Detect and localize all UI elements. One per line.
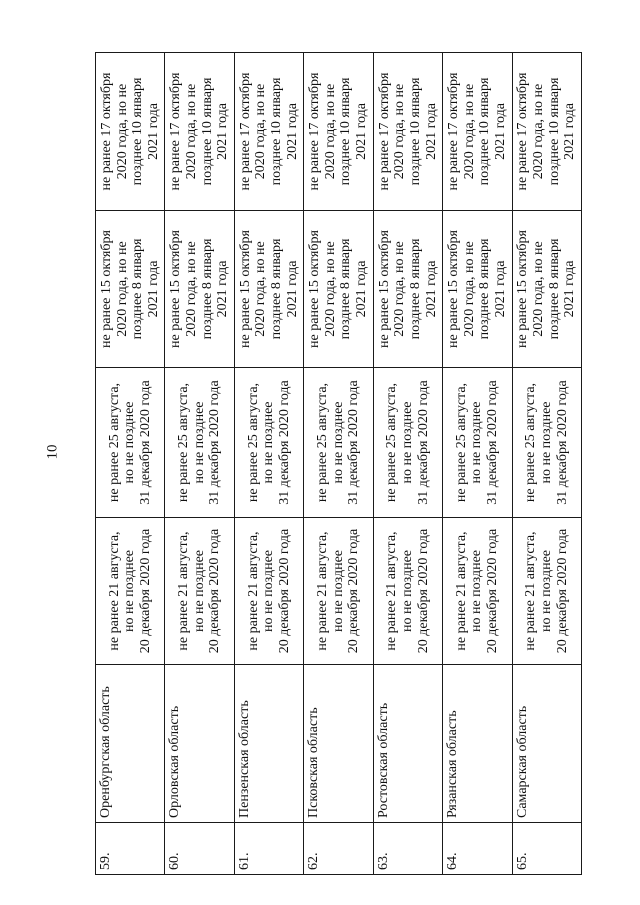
period-line: 2021 года bbox=[492, 260, 508, 318]
table-row bbox=[373, 53, 442, 875]
period-line: 2020 года, но не bbox=[322, 83, 338, 180]
table-row bbox=[96, 53, 165, 875]
period-line: позднее 8 января bbox=[199, 238, 215, 340]
period-line: позднее 8 января bbox=[338, 238, 354, 340]
period-line: не ранее 15 октября bbox=[376, 230, 392, 348]
period-cell-p2 bbox=[96, 368, 165, 518]
period-line: не ранее 15 октября bbox=[98, 230, 114, 348]
period-line: но не позднее bbox=[122, 550, 138, 633]
period-cell-p1 bbox=[373, 518, 442, 665]
period-line: 2020 года, но не bbox=[322, 241, 338, 337]
period-line: 2021 года bbox=[562, 103, 578, 160]
period-line: позднее 8 января bbox=[477, 238, 493, 340]
period-line: не ранее 17 октября bbox=[376, 72, 392, 191]
period-line: не ранее 17 октября bbox=[307, 72, 323, 191]
period-line: 2020 года, но не bbox=[114, 83, 130, 180]
period-line: не ранее 15 октября bbox=[515, 230, 531, 348]
period-line: позднее 10 января bbox=[269, 77, 285, 186]
period-cell-p4 bbox=[165, 53, 234, 211]
period-line: позднее 8 января bbox=[407, 238, 423, 340]
period-cell-p2 bbox=[373, 368, 442, 518]
period-line: 2020 года, но не bbox=[183, 83, 199, 180]
period-line: позднее 8 января bbox=[546, 238, 562, 340]
period-line: 2020 года, но не bbox=[461, 241, 477, 337]
period-line: 2020 года, но не bbox=[253, 83, 269, 180]
period-line: но не позднее bbox=[261, 550, 277, 633]
period-line: но не позднее bbox=[330, 550, 346, 633]
period-cell-p3 bbox=[443, 211, 512, 368]
period-line: 20 декабря 2020 года bbox=[554, 528, 570, 654]
row-number: 64. bbox=[443, 823, 512, 875]
period-line: не ранее 21 августа, bbox=[384, 531, 400, 651]
row-number: 62. bbox=[304, 823, 373, 875]
table-row bbox=[304, 53, 373, 875]
period-cell-p1 bbox=[443, 518, 512, 665]
period-cell-p4 bbox=[373, 53, 442, 211]
period-line: 31 декабря 2020 года bbox=[554, 380, 570, 505]
period-line: не ранее 21 августа, bbox=[314, 531, 330, 651]
period-line: 2020 года, но не bbox=[183, 241, 199, 337]
period-line: не ранее 21 августа, bbox=[245, 531, 261, 651]
period-line: 2020 года, но не bbox=[461, 83, 477, 180]
period-cell-p4 bbox=[234, 53, 303, 211]
period-line: не ранее 25 августа, bbox=[384, 382, 400, 503]
region-name: Оренбургская область bbox=[96, 665, 165, 823]
period-line: не ранее 15 октября bbox=[168, 230, 184, 348]
schedule-table-body bbox=[96, 53, 582, 875]
period-line: но не позднее bbox=[538, 550, 554, 633]
period-line: не ранее 15 октября bbox=[237, 230, 253, 348]
period-line: 2021 года bbox=[354, 260, 370, 318]
row-number: 61. bbox=[234, 823, 303, 875]
period-cell-p3 bbox=[304, 211, 373, 368]
period-line: не ранее 21 августа, bbox=[176, 531, 192, 651]
period-line: 31 декабря 2020 года bbox=[138, 380, 154, 505]
period-cell-p2 bbox=[234, 368, 303, 518]
row-number: 59. bbox=[96, 823, 165, 875]
period-cell-p2 bbox=[443, 368, 512, 518]
period-line: не ранее 25 августа, bbox=[523, 382, 539, 503]
period-line: позднее 10 января bbox=[546, 77, 562, 186]
period-line: не ранее 25 августа, bbox=[245, 382, 261, 503]
region-name: Псковская область bbox=[304, 665, 373, 823]
period-cell-p4 bbox=[96, 53, 165, 211]
period-line: позднее 10 января bbox=[407, 77, 423, 186]
period-line: не ранее 17 октября bbox=[168, 72, 184, 191]
period-line: позднее 10 января bbox=[477, 77, 493, 186]
period-line: но не позднее bbox=[400, 401, 416, 484]
period-line: 2021 года bbox=[423, 103, 439, 160]
period-cell-p1 bbox=[165, 518, 234, 665]
period-line: не ранее 17 октября bbox=[515, 72, 531, 191]
period-line: 20 декабря 2020 года bbox=[207, 528, 223, 654]
page-number: 10 bbox=[44, 444, 61, 460]
region-name: Ростовская область bbox=[373, 665, 442, 823]
period-line: но не позднее bbox=[122, 401, 138, 484]
period-line: позднее 8 января bbox=[269, 238, 285, 340]
row-number: 63. bbox=[373, 823, 442, 875]
period-line: не ранее 25 августа, bbox=[314, 382, 330, 503]
period-line: 2021 года bbox=[145, 103, 161, 160]
period-line: 2021 года bbox=[284, 103, 300, 160]
period-line: но не позднее bbox=[469, 401, 485, 484]
period-line: не ранее 15 октября bbox=[307, 230, 323, 348]
period-cell-p1 bbox=[304, 518, 373, 665]
period-line: 2020 года, но не bbox=[392, 83, 408, 180]
period-line: не ранее 21 августа, bbox=[453, 531, 469, 651]
period-line: 20 декабря 2020 года bbox=[276, 528, 292, 654]
period-line: позднее 8 января bbox=[130, 238, 146, 340]
period-cell-p3 bbox=[512, 211, 581, 368]
period-line: 2020 года, но не bbox=[392, 241, 408, 337]
region-name: Пензенская область bbox=[234, 665, 303, 823]
period-line: 2020 года, но не bbox=[531, 83, 547, 180]
period-cell-p3 bbox=[96, 211, 165, 368]
row-number: 65. bbox=[512, 823, 581, 875]
period-line: позднее 10 января bbox=[130, 77, 146, 186]
period-line: но не позднее bbox=[261, 401, 277, 484]
table-row bbox=[443, 53, 512, 875]
table-row bbox=[512, 53, 581, 875]
period-cell-p4 bbox=[304, 53, 373, 211]
period-cell-p2 bbox=[165, 368, 234, 518]
period-line: 31 декабря 2020 года bbox=[415, 380, 431, 505]
period-line: 2021 года bbox=[562, 260, 578, 318]
period-cell-p2 bbox=[512, 368, 581, 518]
period-line: 2021 года bbox=[354, 103, 370, 160]
period-line: но не позднее bbox=[191, 550, 207, 633]
schedule-table-wrapper bbox=[95, 53, 582, 875]
period-cell-p2 bbox=[304, 368, 373, 518]
period-line: не ранее 25 августа, bbox=[106, 382, 122, 503]
period-cell-p4 bbox=[443, 53, 512, 211]
period-line: 20 декабря 2020 года bbox=[485, 528, 501, 654]
period-line: не ранее 17 октября bbox=[98, 72, 114, 191]
period-line: 31 декабря 2020 года bbox=[207, 380, 223, 505]
period-cell-p3 bbox=[373, 211, 442, 368]
region-name: Самарская область bbox=[512, 665, 581, 823]
period-cell-p1 bbox=[96, 518, 165, 665]
period-cell-p1 bbox=[234, 518, 303, 665]
period-line: но не позднее bbox=[191, 401, 207, 484]
period-line: 31 декабря 2020 года bbox=[276, 380, 292, 505]
period-line: 2021 года bbox=[215, 103, 231, 160]
period-line: но не позднее bbox=[400, 550, 416, 633]
period-line: но не позднее bbox=[330, 401, 346, 484]
period-line: 2021 года bbox=[145, 260, 161, 318]
schedule-table bbox=[95, 52, 582, 875]
table-row bbox=[234, 53, 303, 875]
period-line: не ранее 15 октября bbox=[445, 230, 461, 348]
period-line: 2020 года, но не bbox=[114, 241, 130, 337]
period-line: позднее 10 января bbox=[199, 77, 215, 186]
period-line: не ранее 21 августа, bbox=[106, 531, 122, 651]
period-cell-p4 bbox=[512, 53, 581, 211]
row-number: 60. bbox=[165, 823, 234, 875]
period-cell-p1 bbox=[512, 518, 581, 665]
period-line: 20 декабря 2020 года bbox=[138, 528, 154, 654]
period-line: позднее 10 января bbox=[338, 77, 354, 186]
period-line: но не позднее bbox=[469, 550, 485, 633]
period-line: 2021 года bbox=[284, 260, 300, 318]
period-line: 2021 года bbox=[423, 260, 439, 318]
period-line: 20 декабря 2020 года bbox=[346, 528, 362, 654]
period-line: 2020 года, но не bbox=[253, 241, 269, 337]
region-name: Рязанская область bbox=[443, 665, 512, 823]
period-line: не ранее 25 августа, bbox=[176, 382, 192, 503]
period-cell-p3 bbox=[165, 211, 234, 368]
period-line: 31 декабря 2020 года bbox=[346, 380, 362, 505]
region-name: Орловская область bbox=[165, 665, 234, 823]
period-line: 2021 года bbox=[492, 103, 508, 160]
period-line: но не позднее bbox=[538, 401, 554, 484]
period-line: не ранее 25 августа, bbox=[453, 382, 469, 503]
period-line: не ранее 21 августа, bbox=[523, 531, 539, 651]
period-line: 20 декабря 2020 года bbox=[415, 528, 431, 654]
period-line: 2021 года bbox=[215, 260, 231, 318]
period-line: 2020 года, но не bbox=[531, 241, 547, 337]
table-row bbox=[165, 53, 234, 875]
period-cell-p3 bbox=[234, 211, 303, 368]
period-line: не ранее 17 октября bbox=[237, 72, 253, 191]
period-line: 31 декабря 2020 года bbox=[485, 380, 501, 505]
period-line: не ранее 17 октября bbox=[445, 72, 461, 191]
